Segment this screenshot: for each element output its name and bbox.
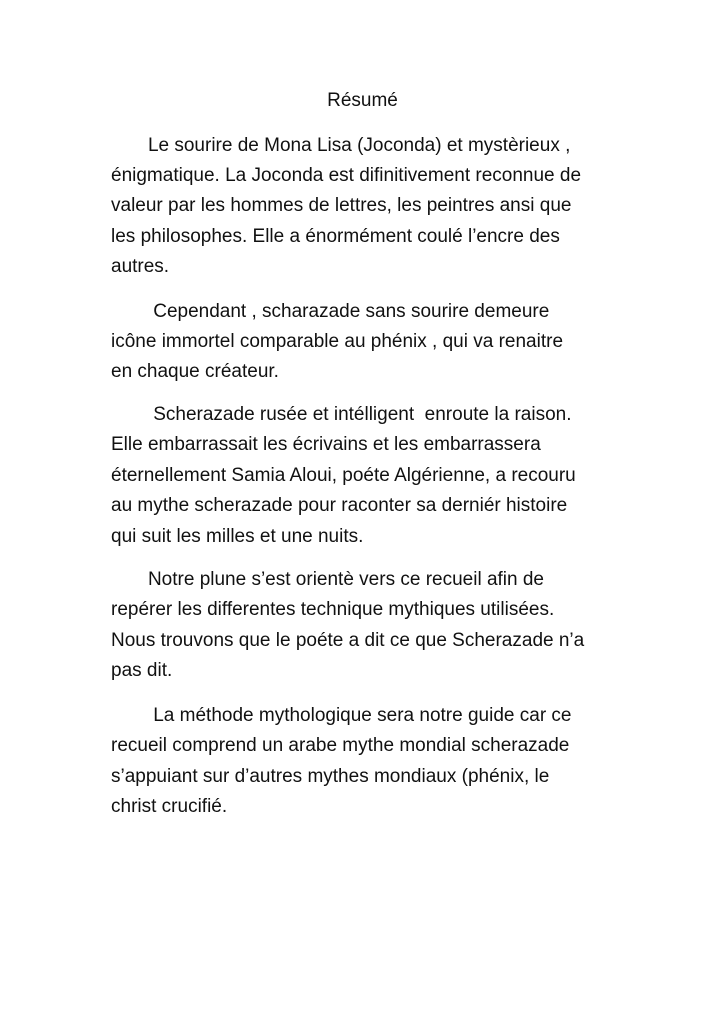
text-line: qui suit les milles et une nuits. — [111, 526, 364, 547]
text-line: valeur par les hommes de lettres, les peintres ansi que — [111, 195, 572, 216]
page-title: Résumé — [327, 90, 398, 111]
text-line: Cependant , scharazade sans sourire demeure — [111, 301, 550, 322]
text-line: icône immortel comparable au phénix , qui va renaitre — [111, 331, 564, 352]
text-line: énigmatique. La Joconda est difinitivement reconnue de — [111, 165, 582, 186]
text-line: pas dit. — [111, 660, 173, 681]
text-line: Elle embarrassait les écrivains et les embarrassera — [111, 434, 541, 455]
text-line: s’appuiant sur d’autres mythes mondiaux (phénix, le — [111, 766, 550, 787]
text-line: en chaque créateur. — [111, 361, 279, 382]
text-line: recueil comprend un arabe mythe mondial scherazade — [111, 735, 570, 756]
text-line: Notre plune s’est orientè vers ce recueil afin de — [111, 569, 544, 590]
text-line: La méthode mythologique sera notre guide car ce — [111, 705, 572, 726]
text-line: Le sourire de Mona Lisa (Joconda) et mystèrieux , — [111, 135, 571, 156]
text-line: autres. — [111, 256, 170, 277]
text-line: au mythe scherazade pour raconter sa derniér histoire — [111, 495, 568, 516]
text-line: éternellement Samia Aloui, poéte Algérienne, a recouru — [111, 465, 576, 486]
text-line: repérer les differentes technique mythiques utilisées. — [111, 599, 555, 620]
text-line: Nous trouvons que le poéte a dit ce que Scherazade n’a — [111, 630, 585, 651]
text-line: Scherazade rusée et intélligent enroute la raison. — [111, 404, 572, 425]
text-line: christ crucifié. — [111, 796, 228, 817]
text-line: les philosophes. Elle a énormément coulé l’encre des — [111, 226, 560, 247]
